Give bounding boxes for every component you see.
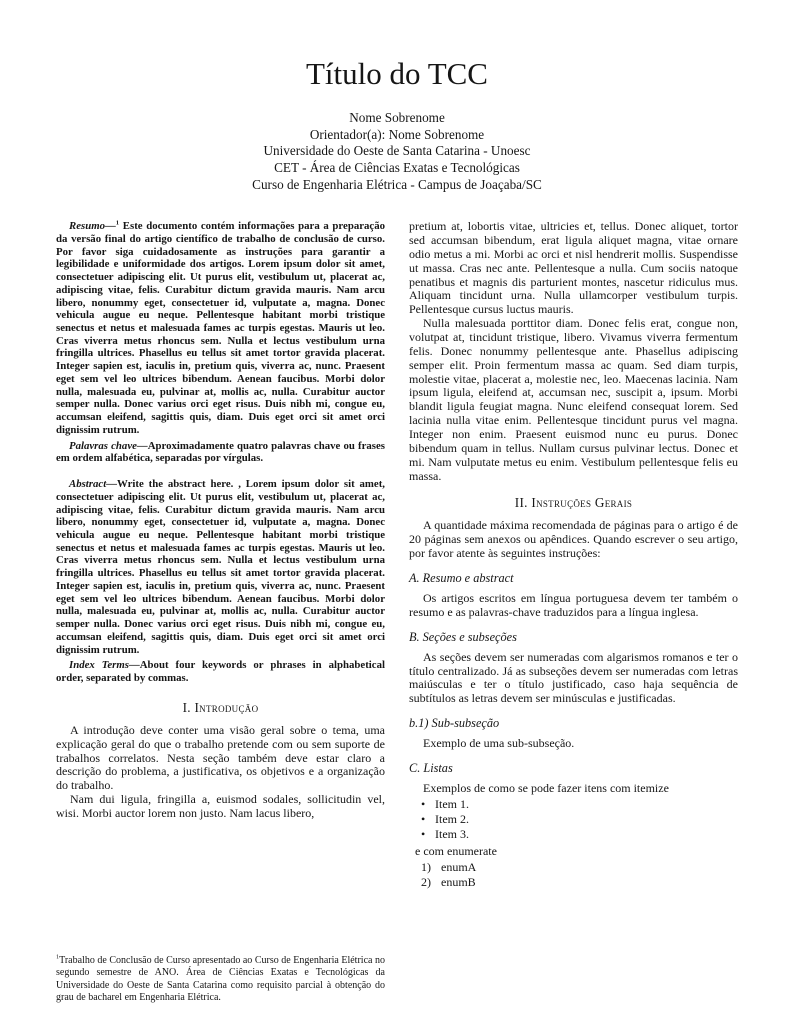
abstract-label: Abstract—	[69, 478, 117, 491]
list-item-text: enumB	[441, 875, 476, 890]
index-terms-text: About four keywords or phrases in alphabetical order, separated by commas.	[56, 659, 386, 685]
affiliation-department: CET - Área de Ciências Exatas e Tecnológicas	[274, 160, 520, 176]
footnote	[56, 945, 385, 1004]
intro-paragraph-2: Nam dui ligula, fringilla a, euismod sodales, sollicitudin vel, wisi. Morbi auctor lorem non justo. Nam lacus libero,	[56, 792, 385, 820]
abstract-paragraph	[56, 478, 385, 656]
list-item	[421, 875, 738, 890]
list-item	[421, 797, 738, 812]
list-item-text: enumA	[441, 859, 477, 874]
abstract-text: Write the abstract here. , Lorem ipsum dolor sit amet, consectetuer adipiscing elit. Ut purus elit, vestibulum ut, placerat ac, adipiscing vitae, felis. Curabitur dictum gravida mauris. Nam arcu libero, nonummy eget, consectetuer id, vulputate a, magna. Donec vehicula augue eu neque. Pellentesque habitant morbi tristique senectus et netus et malesuada fames ac turpis egestas. Mauris ut leo. Cras viverra metus rhoncus sem. Nulla et lectus vestibulum urna fringilla ultrices. Phasellus eu tellus sit amet tortor gravida placerat. Integer sapien est, iaculis in, pretium quis, viverra ac, nunc. Praesent eget sem vel leo ultrices bibendum. Aenean faucibus. Morbi dolor nulla, malesuada eu, pulvinar at, mollis ac, nulla. Curabitur auctor semper nulla. Donec varius orci eget risus. Duis nibh mi, congue eu, accumsan eleifend, sagittis quis, diam. Duis eget orci sit amet orci dignissim rutrum.	[56, 478, 385, 656]
list-item	[421, 860, 738, 875]
intro-paragraph-1: A introdução deve conter uma visão geral sobre o tema, uma explicação geral do que o trabalho pretende com ou sem suporte de trabalhos correlatos. Nesta seção também deve estar claro a descrição do problema, a justificativa, os objetivos e a organização do trabalho.	[56, 722, 385, 793]
footnote-ref-marker: 1	[115, 219, 120, 227]
left-column	[56, 220, 385, 1004]
subsection-heading-b: B. Seções e subseções	[409, 629, 517, 644]
index-terms-paragraph	[56, 659, 385, 684]
paper-title: Título do TCC	[305, 56, 488, 91]
affiliation-course: Curso de Engenharia Elétrica - Campus de Joaçaba/SC	[252, 177, 542, 193]
bullet-icon: •	[421, 827, 426, 842]
subsection-a-paragraph: Os artigos escritos em língua portuguesa devem ter também o resumo e as palavras-chave traduzidos para a língua inglesa.	[409, 591, 738, 619]
advisor-name: Orientador(a): Nome Sobrenome	[309, 126, 485, 142]
subsection-heading-a: A. Resumo e abstract	[409, 571, 514, 585]
palavras-chave-label: Palavras chave—	[69, 439, 148, 452]
resumo-label: Resumo—	[69, 220, 116, 233]
bullet-icon: •	[421, 812, 426, 827]
list-item-text: Item 1.	[435, 796, 469, 811]
author-name: Nome Sobrenome	[349, 109, 445, 125]
two-column-layout	[56, 220, 738, 1004]
spacer	[56, 468, 385, 478]
section-heading-introducao: I. Introdução	[182, 699, 259, 715]
body-paragraph: Nulla malesuada porttitor diam. Donec felis erat, congue non, volutpat at, tincidunt tristique, libero. Vivamus viverra fermentum felis. Donec nonummy pellentesque ante. Phasellus adipiscing semper elit. Proin fermentum massa ac quam. Sed diam turpis, molestie vitae, placerat a, molestie nec, leo. Maecenas lacinia. Nam ipsum ligula, eleifend at, accumsan nec, suscipit a, ipsum. Morbi blandit ligula feugiat magna. Nunc eleifend consequat lorem. Sed lacinia nulla vitae enim. Pellentesque tincidunt purus vel magna. Integer non enim. Praesent euismod nunc eu purus. Donec bibendum quam in tellus. Nullam cursus pulvinar lectus. Donec et mi. Nam vulputate metus eu enim. Vestibulum pellentesque felis eu massa.	[409, 316, 738, 483]
subsubsection-b1-paragraph: Exemplo de uma sub-subseção.	[423, 736, 575, 751]
right-column	[409, 220, 738, 1004]
footnote-marker: 1	[56, 953, 60, 961]
enumerate-intro: e com enumerate	[415, 843, 497, 858]
section-heading-instrucoes-gerais: II. Instruções Gerais	[514, 495, 633, 511]
list-item	[421, 827, 738, 842]
palavras-chave-paragraph	[56, 440, 385, 465]
index-terms-label: Index Terms—	[69, 659, 140, 672]
resumo-paragraph	[56, 220, 385, 436]
palavras-chave-text: Aproximadamente quatro palavras chave ou frases em ordem alfabética, separadas por vírgulas.	[56, 439, 385, 465]
bullet-icon: •	[421, 796, 426, 811]
subsection-b-paragraph: As seções devem ser numeradas com algarismos romanos e ter o título centralizado. Já as subseções devem ser numeradas com letras maiúsculas e ter o título justificado, caso haja sequência de subtítulos as letras devem ser minúsculas e justificadas.	[409, 649, 738, 706]
author-block	[56, 110, 738, 194]
continuation-paragraph: pretium at, lobortis vitae, ultricies et, tellus. Donec aliquet, tortor sed accumsan bibendum, erat ligula aliquet magna, vitae ornare odio metus a mi. Morbi ac orci et nisl hendrerit mollis. Suspendisse ut massa. Cras nec ante. Pellentesque a nulla. Cum sociis natoque penatibus et magnis dis parturient montes, nascetur ridiculus mus. Aliquam tincidunt urna. Nulla ullamcorper vestibulum turpis. Pellentesque cursus luctus mauris.	[409, 219, 738, 317]
resumo-text: Este documento contém informações para a preparação da versão final do artigo científico de trabalho de conclusão de curso. Por favor siga cuidadosamente as instruções para garantir a legibilidade e uniformidade dos artigos. Lorem ipsum dolor sit amet, consectetuer adipiscing elit. Ut purus elit, vestibulum ut, placerat ac, adipiscing vitae, felis. Curabitur dictum gravida mauris. Nam arcu libero, nonummy eget, consectetuer id, vulputate a, magna. Donec vehicula augue eu neque. Pellentesque habitant morbi tristique senectus et netus et malesuada fames ac turpis egestas. Mauris ut leo. Cras viverra metus rhoncus sem. Nulla et lectus vestibulum urna fringilla ultrices. Phasellus eu tellus sit amet tortor gravida placerat. Integer sapien est, iaculis in, pretium quis, viverra ac, nunc. Praesent eget sem vel leo ultrices bibendum. Aenean faucibus. Morbi dolor nulla, malesuada eu, pulvinar at, mollis ac, nulla. Curabitur auctor semper nulla. Donec varius orci eget risus. Duis nibh mi, congue eu, accumsan eleifend, sagittis quis, diam. Duis eget orci sit amet orci dignissim rutrum.	[56, 220, 385, 436]
subsubsection-heading-b1: b.1) Sub-subseção	[409, 716, 500, 731]
footnote-text: Trabalho de Conclusão de Curso apresentado ao Curso de Engenharia Elétrica no segundo semestre de ANO. Área de Ciências Exatas e Tecnológicas da Universidade do Oeste de Santa Catarina como requisito parcial à obtenção do grau de bacharel em Engenharia Elétrica.	[56, 955, 385, 1003]
numbered-list	[421, 860, 738, 890]
enum-number-label: 2)	[421, 875, 431, 890]
enum-number-label: 1)	[421, 859, 431, 874]
list-item	[421, 812, 738, 827]
list-item-text: Item 3.	[435, 827, 469, 842]
subsection-heading-c: C. Listas	[409, 761, 453, 776]
affiliation-university: Universidade do Oeste de Santa Catarina - Unoesc	[263, 143, 531, 159]
instrucoes-intro-paragraph: A quantidade máxima recomendada de páginas para o artigo é de 20 páginas sem anexos ou apêndices. Quando escrever o seu artigo, por favor atente às seguintes instruções:	[409, 518, 738, 561]
list-item-text: Item 2.	[435, 812, 469, 827]
bullet-list	[421, 797, 738, 843]
itemize-intro-paragraph: Exemplos de como se pode fazer itens com itemize	[423, 781, 669, 796]
